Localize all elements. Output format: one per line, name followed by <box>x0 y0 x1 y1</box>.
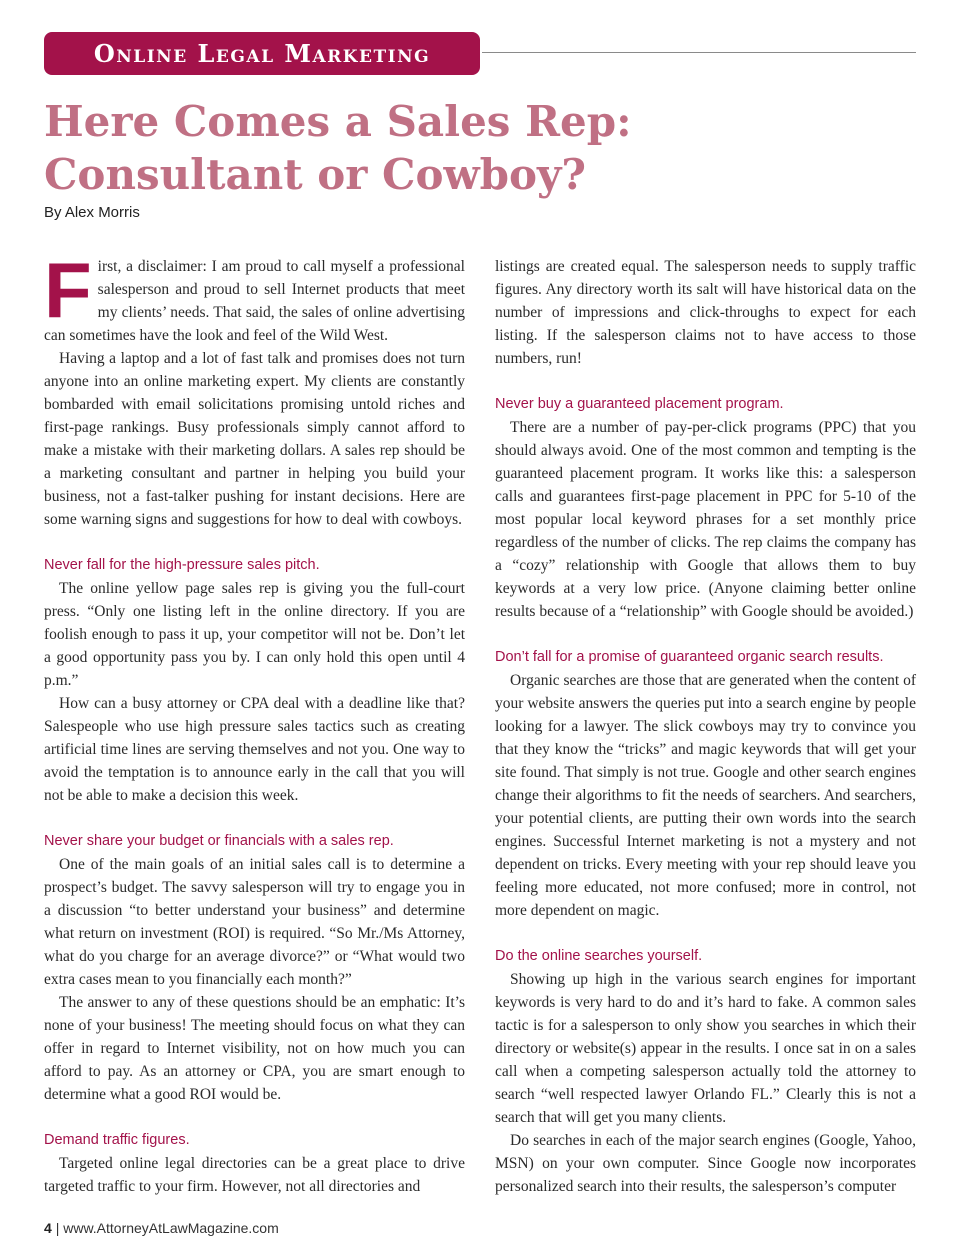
body-paragraph: One of the main goals of an initial sales call is to determine a prospect’s budget. The savvy salesperson will try to engage you in a discussion “to better understand your business” and determine what return on investment (ROI) is required. “So Mr./Ms Attorney, what do you charge for an average divorce?” or “What would two extra cases mean to you financially each month?” <box>44 856 465 988</box>
subheading-budget: Never share your budget or financials with a sales rep. <box>44 833 394 849</box>
footer-website: www.AttorneyAtLawMagazine.com <box>63 1220 279 1236</box>
subheading-organic-results: Don’t fall for a promise of guaranteed organic search results. <box>495 649 884 665</box>
byline: By Alex Morris <box>44 204 140 221</box>
section-banner <box>44 32 480 75</box>
headline-line-1: Here Comes a Sales Rep: <box>44 97 632 146</box>
subheading-guaranteed-placement: Never buy a guaranteed placement program. <box>495 396 784 412</box>
drop-cap: F <box>44 246 92 334</box>
body-paragraph: The answer to any of these questions should be an emphatic: It’s none of your business! The meeting should focus on what they can offer in regard to Internet visibility, not on how much you can afford to pay. As an attorney or CPA, you are smart enough to determine what a good ROI would be. <box>44 994 465 1103</box>
right-column <box>495 255 916 1198</box>
page-number: 4 <box>44 1220 52 1236</box>
article-headline <box>44 95 744 201</box>
intro-paragraph <box>44 246 465 347</box>
body-paragraph: Targeted online legal directories can be a great place to drive targeted traffic to your firm. However, not all directories and <box>44 1155 465 1195</box>
page-footer <box>44 1220 279 1236</box>
headline-line-2: Consultant or Cowboy? <box>44 150 587 199</box>
header-divider <box>482 52 916 53</box>
body-paragraph: There are a number of pay-per-click programs (PPC) that you should always avoid. One of the most common and tempting is the guaranteed placement program. It works like this: a salesperson calls and guarantees first-page placement in PPC for 5-10 of the most popular local keyword phrases for a set monthly price regardless of the number of clicks. The rep claims the company has a “cozy” relationship with Google that allows them to buy keywords at a very low price. (Anyone claiming better online results because of a “relationship” with Google should be avoided.) <box>495 419 916 620</box>
subheading-traffic: Demand traffic figures. <box>44 1132 190 1148</box>
body-paragraph: Having a laptop and a lot of fast talk and promises does not turn anyone into an online marketing expert. My clients are constantly bombarded with email solicitations promising untold riches and first-page rankings. Busy professionals simply cannot afford to make a mistake with their marketing dollars. A sales rep should be a marketing consultant and partner in helping you build your business, not a fast-talker pushing for instant decisions. Here are some warning signs and suggestions for how to deal with cowboys. <box>44 350 465 528</box>
section-title: Online Legal Marketing <box>93 39 431 68</box>
body-paragraph: Organic searches are those that are generated when the content of your website answers the queries put into a search engine by people looking for a lawyer. The slick cowboys may try to convince you that they know the “tricks” and magic keywords that will get your site found. That simply is not true. Google and other search engines change their algorithms to fit the needs of searchers. And searchers, your potential clients, are putting their own words into the search engines. Successful Internet marketing is not a mystery and not dependent on tricks. Every meeting with your rep should leave you feeling more educated, not more confused; more in control, not more dependent on magic. <box>495 672 916 919</box>
subheading-online-searches: Do the online searches yourself. <box>495 948 703 964</box>
body-paragraph-continued: listings are created equal. The salesperson needs to supply traffic figures. Any directory worth its salt will have historical data on the number of impressions and click-throughs to expect for each listing. If the salesperson claims not to have access to those numbers, run! <box>495 258 916 367</box>
footer-separator: | <box>55 1220 60 1236</box>
body-paragraph: How can a busy attorney or CPA deal with a deadline like that? Salespeople who use high pressure sales tactics such as creating artificial time lines are serving themselves and not you. One way to avoid the temptation is to announce early in the call that you will not be able to make a decision this week. <box>44 695 465 804</box>
body-paragraph: Do searches in each of the major search engines (Google, Yahoo, MSN) on your own computer. Since Google now incorporates personalized search into their results, the salesperson’s computer <box>495 1132 916 1195</box>
subheading-high-pressure: Never fall for the high-pressure sales pitch. <box>44 557 320 573</box>
intro-text: irst, a disclaimer: I am proud to call myself a professional salesperson and proud to sell Internet products that meet my clients’ needs. That said, the sales of online advertising can sometimes have the look and feel of the Wild West. <box>44 258 465 344</box>
body-paragraph: Showing up high in the various search engines for important keywords is very hard to do and it’s hard to fake. A common sales tactic is for a salesperson to only show you searches in which their directory or website(s) appear in the results. I once sat in on a sales call when a competing salesperson actually told the attorney to search “well respected lawyer Orlando FL.” Clearly this is not a search that will get you many clients. <box>495 971 916 1126</box>
left-column <box>44 246 465 1198</box>
body-paragraph: The online yellow page sales rep is giving you the full-court press. “Only one listing left in the online directory. If you are foolish enough to pass it up, your competitor will not be. Don’t let a good opportunity pass you by. I can only hold this open until 4 p.m.” <box>44 580 465 689</box>
